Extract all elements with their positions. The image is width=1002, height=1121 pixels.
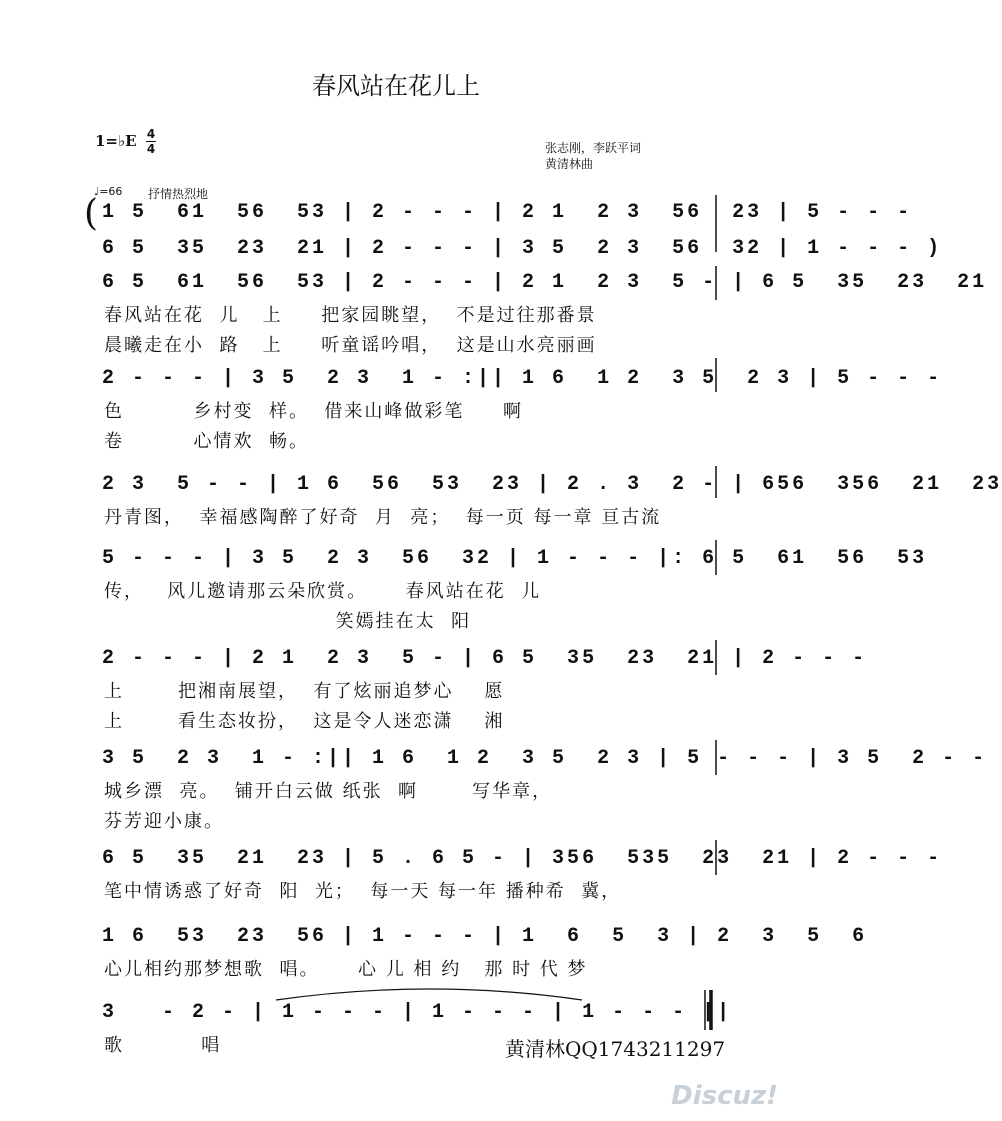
expression-marking: 抒情热烈地 [148, 187, 209, 201]
lyric-line: 上 看生态妆扮， 这是令人迷恋潇 湘 [104, 711, 505, 732]
key-signature: 1=♭E [95, 132, 137, 150]
notation-line: 1 6 53 23 56 | 1 - - - | 1 6 5 3 | 2 3 5 6 [102, 925, 868, 948]
intro-open-bracket: ( [84, 193, 99, 234]
lyric-line: 春风站在花 儿 上 把家园眺望， 不是过往那番景 [104, 305, 597, 326]
lyric-line: 笔中情诱惑了好奇 阳 光； 每一天 每一年 播种希 冀， [104, 881, 622, 902]
lyric-line: 心儿相约那梦想歌 唱。 心 儿 相 约 那 时 代 梦 [104, 959, 588, 980]
notation-line: 2 3 5 - - | 1 6 56 53 23 | 2 . 3 2 - | 656 356 21 23 [102, 473, 1002, 496]
lyric-line: 卷 心情欢 畅。 [104, 431, 309, 452]
author-watermark: 黄清林QQ1743211297 [505, 1037, 726, 1061]
notation-line: 6 5 61 56 53 | 2 - - - | 2 1 2 3 5 - | 6 5 35 23 21 [102, 271, 988, 294]
notation-line: 3 5 2 3 1 - :|| 1 6 1 2 3 5 2 3 | 5 - - - | 3 5 2 - - [102, 747, 988, 770]
page-title: 春风站在花儿上 [312, 72, 480, 100]
meter-top: 4 [146, 127, 156, 141]
lyric-line: 歌 唱 [104, 1035, 222, 1056]
notation-line: 2 - - - | 3 5 2 3 1 - :|| 1 6 1 2 3 5 2 3 | 5 - - - [102, 367, 943, 390]
notation-line: 2 - - - | 2 1 2 3 5 - | 6 5 35 23 21 | 2 - - - [102, 647, 868, 670]
lyric-line: 芬芳迎小康。 [104, 811, 224, 832]
notation-line: 6 5 35 21 23 | 5 . 6 5 - | 356 535 23 21 | 2 - - - [102, 847, 943, 870]
meter-bottom: 4 [146, 142, 156, 156]
tempo-marking: ♩=66 [94, 185, 123, 198]
notation-line: 5 - - - | 3 5 2 3 56 32 | 1 - - - |: 6 5 61 56 53 [102, 547, 928, 570]
lyricist-credit: 张志刚，李跃平词 [545, 141, 642, 155]
lyric-line: 上 把湘南展望， 有了炫丽追梦心 愿 [104, 681, 505, 702]
notation-line: 1 5 61 56 53 | 2 - - - | 2 1 2 3 56 23 | 5 - - - [102, 201, 913, 224]
site-logo: Discuz! [671, 1081, 778, 1111]
lyric-line: 色 乡村变 样。 借来山峰做彩笔 啊 [104, 401, 523, 422]
lyric-line: 笑嫣挂在太 阳 [104, 611, 472, 632]
composer-credit: 黄清林曲 [545, 157, 594, 171]
notation-line: 3 - 2 - | 1 - - - | 1 - - - | 1 - - - || [102, 1001, 733, 1024]
lyric-line: 晨曦走在小 路 上 听童谣吟唱， 这是山水亮丽画 [104, 335, 597, 356]
notation-line: 6 5 35 23 21 | 2 - - - | 3 5 2 3 56 32 | 1 - - - ) [102, 237, 943, 260]
lyric-line: 丹青图， 幸福感陶醉了好奇 月 亮； 每一页 每一章 亘古流 [104, 507, 662, 528]
lyric-line: 传， 风儿邀请那云朵欣赏。 春风站在花 儿 [104, 581, 542, 602]
lyric-line: 城乡漂 亮。 铺开白云做 纸张 啊 写华章， [104, 781, 553, 802]
